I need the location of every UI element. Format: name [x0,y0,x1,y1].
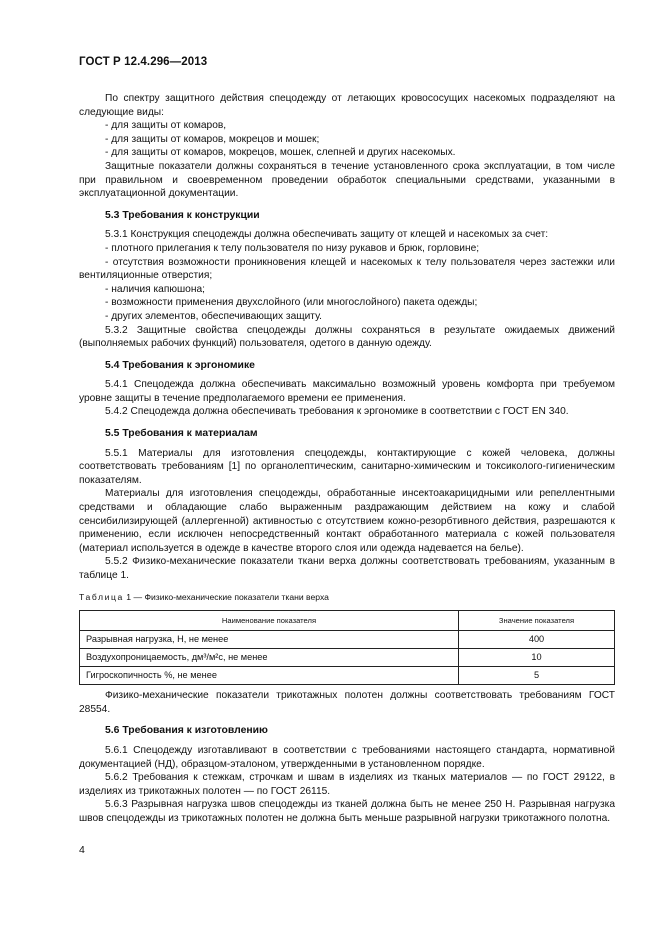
column-header-value: Значение показателя [459,611,615,631]
paragraph: 5.6.2 Требования к стежкам, строчкам и швам в изделиях из тканых материалов — по ГОСТ 29122, в изделиях из трикотажных полотен — по ГОСТ 26115. [79,772,615,797]
row-value: 10 [459,649,615,667]
paragraph: По спектру защитного действия спецодежду от летающих кровососущих насекомых подразделяют на следующие виды: [79,93,615,118]
section-heading: 5.3 Требования к конструкции [105,209,260,221]
table-caption [79,591,615,605]
table-header-row [80,611,615,631]
row-name: Разрывная нагрузка, Н, не менее [80,631,459,649]
list-item: - для защиты от комаров, мокрецов, мошек, слепней и других насекомых. [105,147,456,159]
section-text-after-table [79,689,615,825]
row-value: 400 [459,631,615,649]
table-row [80,667,615,685]
paragraph: Материалы для изготовления спецодежды, обработанные инсектоакарицидными или репеллентными средствами и обладающие слабо выраженным раздражающим действием на кожу и слабой сенсибилизирующей (аллергенной) активностью с отсутствием кожно-резорбтивного действия, разрешаются к применению, если исключен непосредственный контакт обработанного материала с кожей пользователя (материал используется в одежде в качестве второго слоя или одежда надевается на белье). [79,488,615,554]
row-name: Гигроскопичность %, не менее [80,667,459,685]
table-row [80,649,615,667]
list-item: - наличия капюшона; [105,283,205,295]
table-caption-text: 1 — Физико-механические показатели ткани верха [126,591,329,602]
paragraph: Защитные показатели должны сохраняться в течение установленного срока эксплуатации, в том числе при правильном и своевременном проведении обработок специальными средствами, указанными в эксплуатационной документации. [79,160,615,200]
paragraph: 5.4.2 Спецодежда должна обеспечивать требования к эргономике в соответствии с ГОСТ EN 340. [105,406,569,418]
paragraph: 5.5.1 Материалы для изготовления спецодежды, контактирующие с кожей человека, должны соответствовать требованиям [1] по органолептическим, санитарно-химическим и токсиколого-гигиеническим показателям. [79,447,615,486]
section-heading: 5.6 Требования к изготовлению [105,725,268,737]
row-name: Воздухопроницаемость, дм³/м²с, не менее [80,649,459,667]
row-value: 5 [459,667,615,685]
paragraph: 5.6.1 Спецодежду изготавливают в соответствии с требованиями настоящего стандарта, нормативной документацией (НД), образцом-эталоном, утвержденными в установленном порядке. [79,744,615,770]
paragraph: 5.5.2 Физико-механические показатели ткани верха должны соответствовать требованиям, указанным в таблице 1. [79,556,615,581]
paragraph: Физико-механические показатели трикотажных полотен должны соответствовать требованиям ГОСТ 28554. [79,690,615,715]
document-body [79,92,615,826]
list-item: - для защиты от комаров, мокрецов и мошек; [105,133,320,145]
paragraph: 5.3.2 Защитные свойства спецодежды должны сохраняться в результате ожидаемых движений (выполняемых рабочих функций) пользователя, одетого в данную одежду. [79,324,615,350]
table-caption-label: Таблица [79,591,124,602]
paragraph: 5.6.3 Разрывная нагрузка швов спецодежды из тканей должна быть не менее 250 Н. Разрывная нагрузка швов спецодежды из трикотажных полотен не должна быть меньше разрывной нагрузки трикотажного полотна. [79,799,615,824]
page-number: 4 [79,844,85,856]
table-row [80,631,615,649]
section-heading: 5.4 Требования к эргономике [105,359,255,371]
list-item: - плотного прилегания к телу пользователя по низу рукавов и брюк, горловине; [105,242,480,254]
section-text-before-table [79,92,615,583]
section-heading: 5.5 Требования к материалам [105,428,258,440]
paragraph: - отсутствия возможности проникновения клещей и насекомых к телу пользователя через застежки или вентиляционные отверстия; [79,256,615,282]
list-item: - возможности применения двухслойного (или многослойного) пакета одежды; [105,297,478,309]
document-header: ГОСТ Р 12.4.296—2013 [79,56,208,68]
paragraph: 5.3.1 Конструкция спецодежды должна обеспечивать защиту от клещей и насекомых за счет: [105,229,549,241]
list-item: - для защиты от комаров, [105,120,227,132]
properties-table [79,610,615,685]
paragraph: 5.4.1 Спецодежда должна обеспечивать максимально возможный уровень комфорта при требуемом уровне защиты в течение предполагаемого времени ее применения. [79,379,615,404]
list-item: - других элементов, обеспечивающих защиту. [105,310,322,322]
column-header-name: Наименование показателя [80,611,459,631]
